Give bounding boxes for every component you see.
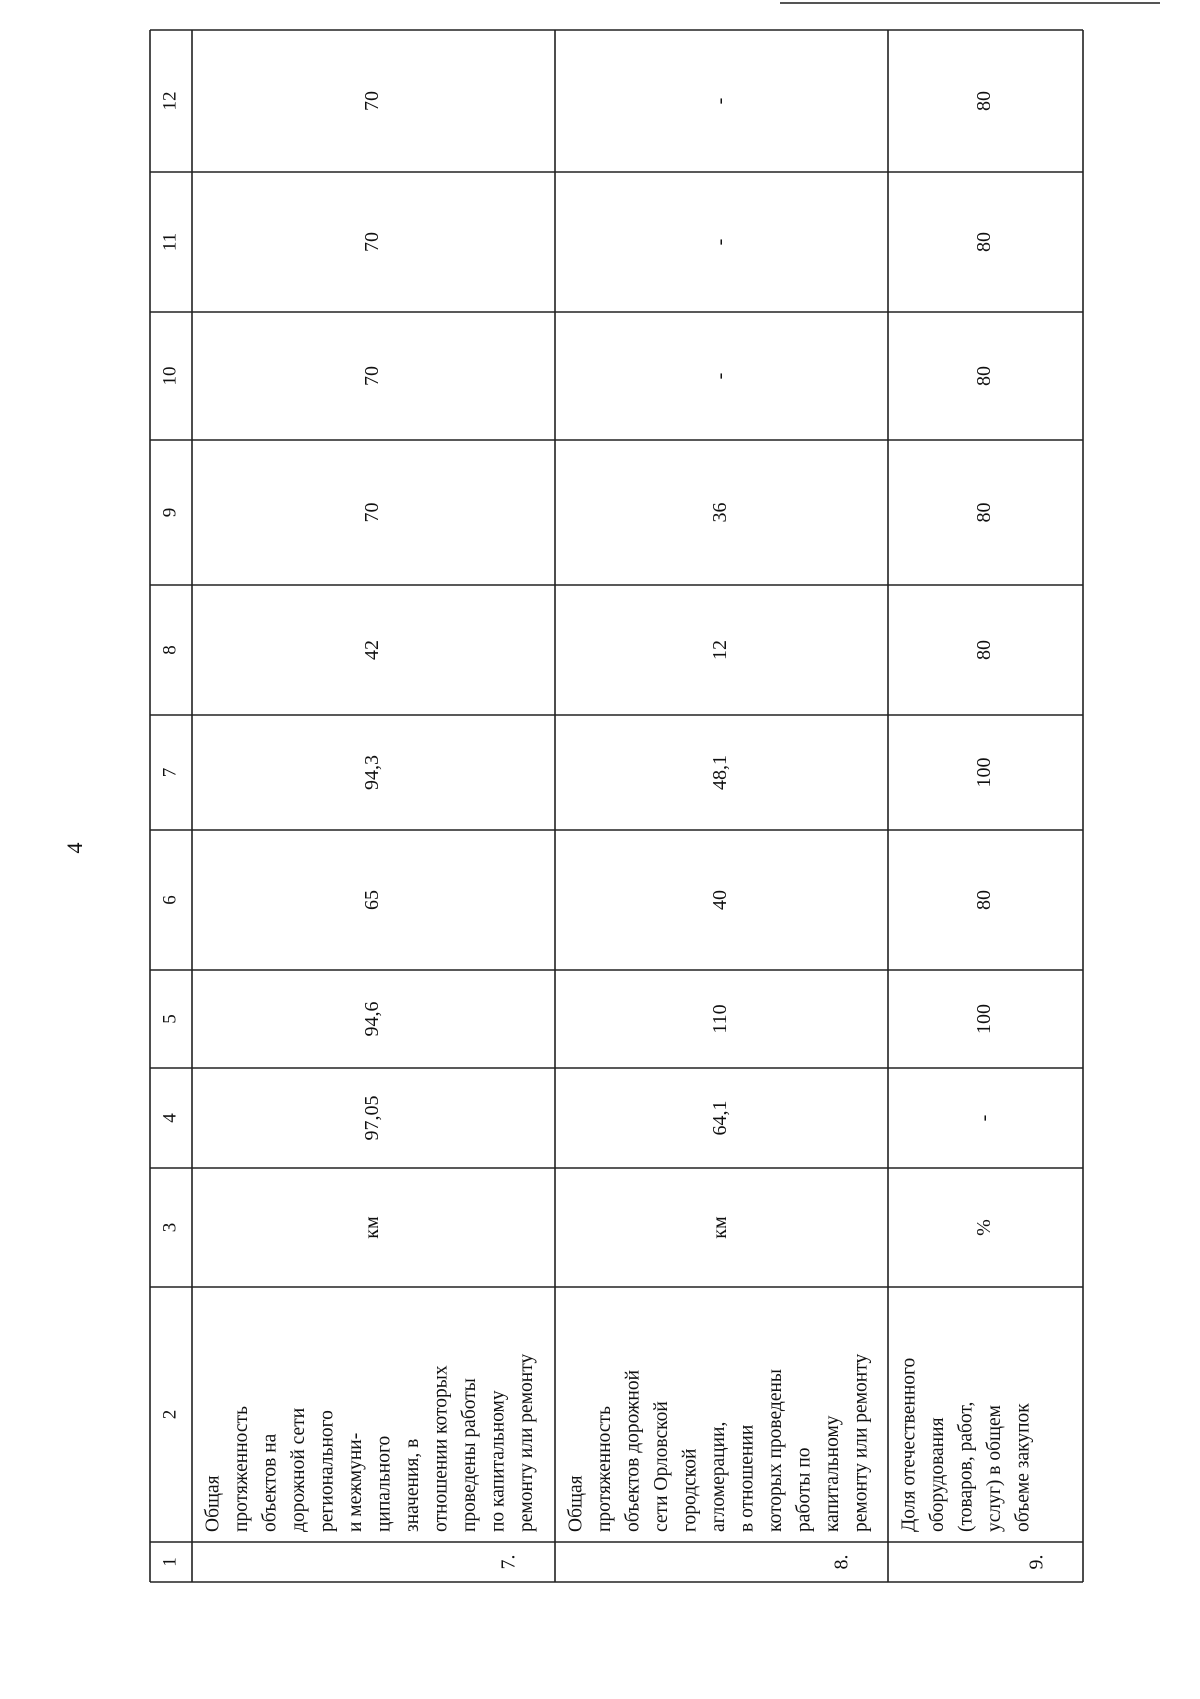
header-col-8: 8 (159, 645, 181, 655)
row-7-value-col-8: 42 (361, 640, 384, 660)
row-7-name-line: ремонту или ремонту (515, 1353, 537, 1532)
header-col-9: 9 (159, 507, 181, 518)
row-8-value-col-7: 48,1 (709, 755, 732, 790)
row-7-value-col-5: 94,6 (361, 1001, 384, 1037)
row-7-name-line: по капитальному (487, 1390, 509, 1532)
row-9-name-line: объеме закупок (1012, 1403, 1034, 1532)
row-8-name-line: капитальному (821, 1415, 843, 1532)
row-7-name-line: регионального (316, 1410, 338, 1532)
row-8-name-line: которых проведены (764, 1368, 786, 1532)
row-9-name-line: Доля отечественного (898, 1357, 920, 1532)
row-9-value-col-6: 80 (973, 890, 996, 910)
row-7-name-line: дорожной сети (287, 1407, 309, 1532)
row-8-value-col-6: 40 (709, 890, 732, 910)
row-number-8: 8. (830, 1554, 853, 1570)
row-7-name-line: проведены работы (458, 1378, 480, 1532)
row-9-value-col-9: 80 (973, 502, 996, 523)
header-col-2: 2 (159, 1409, 181, 1420)
row-7-name-line: значения, в (401, 1438, 423, 1532)
row-8-value-col-11: - (709, 238, 732, 246)
row-9-value-col-4: - (973, 1114, 996, 1122)
table-grid (150, 30, 1083, 1582)
row-7-unit: км (361, 1216, 384, 1239)
row-8-name-line: Общая (565, 1475, 587, 1532)
row-8-name-line: объектов дорожной (622, 1369, 644, 1532)
row-7-value-col-6: 65 (361, 890, 384, 910)
header-col-7: 7 (159, 767, 181, 778)
row-7-name-line: объектов на (259, 1433, 281, 1532)
row-8-name-line: сети Орловской (650, 1401, 672, 1532)
row-8-name-line: работы по (793, 1447, 815, 1532)
header-col-10: 10 (159, 366, 181, 386)
row-9-value-col-8: 80 (973, 640, 996, 660)
row-9-unit: % (973, 1219, 996, 1236)
row-number-7: 7. (497, 1554, 520, 1570)
header-col-11: 11 (159, 232, 181, 252)
header-col-1: 1 (159, 1557, 181, 1567)
row-9-name-line: оборудования (926, 1417, 948, 1532)
header-col-4: 4 (159, 1113, 181, 1123)
row-7-value-col-7: 94,3 (361, 755, 384, 790)
header-col-12: 12 (159, 91, 181, 111)
row-8-value-col-8: 12 (709, 640, 732, 660)
row-7-name-line: и межмуни- (344, 1432, 366, 1532)
row-7-value-col-10: 70 (361, 366, 384, 386)
row-9-value-col-10: 80 (973, 366, 996, 386)
row-8-name-line: ремонту или ремонту (850, 1353, 872, 1532)
row-7-value-col-11: 70 (361, 232, 384, 252)
page-number: 4 (62, 842, 87, 854)
row-8-name-line: в отношении (736, 1424, 758, 1532)
row-9-name-line: услуг) в общем (983, 1404, 1005, 1532)
row-8-name-line: городской (679, 1448, 701, 1532)
header-col-5: 5 (159, 1014, 181, 1024)
row-8-value-col-5: 110 (709, 1004, 732, 1034)
row-7-name-line: протяженность (230, 1406, 252, 1532)
header-col-3: 3 (159, 1222, 181, 1233)
row-7-value-col-9: 70 (361, 502, 384, 523)
row-8-name-line: агломерации, (707, 1421, 729, 1532)
row-8-value-col-12: - (709, 97, 732, 105)
row-9-value-col-5: 100 (973, 1004, 996, 1034)
row-7-name-line: ципального (373, 1435, 395, 1532)
row-8-name-line: протяженность (593, 1406, 615, 1532)
row-8-unit: км (709, 1216, 732, 1239)
row-7-value-col-12: 70 (361, 91, 384, 111)
row-8-value-col-9: 36 (709, 502, 732, 523)
row-8-value-col-10: - (709, 372, 732, 380)
row-number-9: 9. (1025, 1554, 1048, 1570)
row-9-value-col-12: 80 (973, 91, 996, 111)
row-9-name-line: (товаров, работ, (955, 1401, 977, 1532)
row-9-value-col-11: 80 (973, 232, 996, 252)
header-col-6: 6 (159, 895, 181, 905)
row-8-value-col-4: 64,1 (709, 1100, 732, 1136)
row-9-value-col-7: 100 (973, 757, 996, 788)
row-7-name-line: Общая (202, 1475, 224, 1532)
row-7-name-line: отношении которых (430, 1365, 452, 1532)
row-7-value-col-4: 97,05 (361, 1095, 384, 1141)
